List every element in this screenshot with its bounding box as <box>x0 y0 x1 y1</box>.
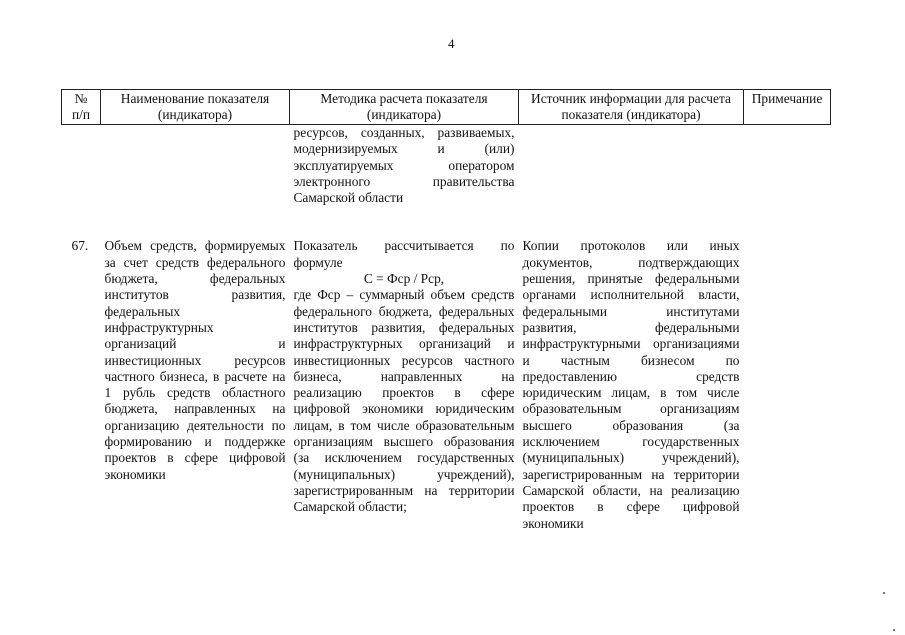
cell-source-empty <box>519 125 744 207</box>
cell-num-empty <box>62 125 101 207</box>
indicators-table <box>61 89 831 532</box>
cell-note <box>744 238 831 531</box>
header-note: Примечание <box>744 90 831 125</box>
method-formula: C = Фср / Рср, <box>363 271 445 287</box>
cell-source: Копии протоколов или иных документов, подтверждающих решения, принятые федеральными органами исполнительной власти, федеральными институтами развития, федеральными инфраструктурными организациями и частным бизнесом по предоставлению средств юридическим лицам, в том числе образовательным организациям высшего образования (за исключением государственных (муниципальных) учреждений), зарегистрированным на территории Самарской области, на реализацию проектов в сфере цифровой экономики <box>522 238 740 531</box>
scan-speck <box>883 592 885 594</box>
cell-name-empty <box>101 125 290 207</box>
cell-indicator-name: Объем средств, формируемых за счет средств федерального бюджета, федеральных институтов развития, федеральных инфраструктурных организаций и инвестиционных ресурсов частного бизнеса, в расчете на 1 рубль средств областного бюджета, направленных на организацию деятельности по формированию и поддержке проектов в сфере цифровой экономики <box>104 238 286 482</box>
row-spacer <box>62 206 831 238</box>
header-source: Источник информации для расчета показателя (индикатора) <box>519 90 744 125</box>
method-intro: Показатель рассчитывается по формуле <box>293 238 515 270</box>
table-row-continuation <box>62 125 831 207</box>
header-num: № п/п <box>62 90 101 125</box>
document-sheet <box>61 89 831 532</box>
cell-method-continuation: ресурсов, созданных, развиваемых, модернизируемых и (или) эксплуатируемых оператором электронного правительства Самарской области <box>293 125 515 206</box>
method-body: где Фср – суммарный объем средств федерального бюджета, федеральных институтов развития, федеральных инфраструктурных организаций и инвестиционных ресурсов частного бизнеса, направленных на реализацию проектов в сфере цифровой экономики юридическим лицам, в том числе образовательным организациям высшего образования (за исключением государственных (муниципальных) учреждений), зарегистрированным на территории Самарской области; <box>293 287 515 515</box>
table-header-row <box>62 90 831 125</box>
cell-method <box>290 238 519 531</box>
cell-note-empty <box>744 125 831 207</box>
cell-row-number: 67. <box>71 238 89 254</box>
page-number: 4 <box>448 36 455 51</box>
scan-speck <box>893 629 895 631</box>
header-method: Методика расчета показателя (индикатора) <box>290 90 519 125</box>
table-row-67 <box>62 238 831 531</box>
header-name: Наименование показателя (индикатора) <box>101 90 290 125</box>
